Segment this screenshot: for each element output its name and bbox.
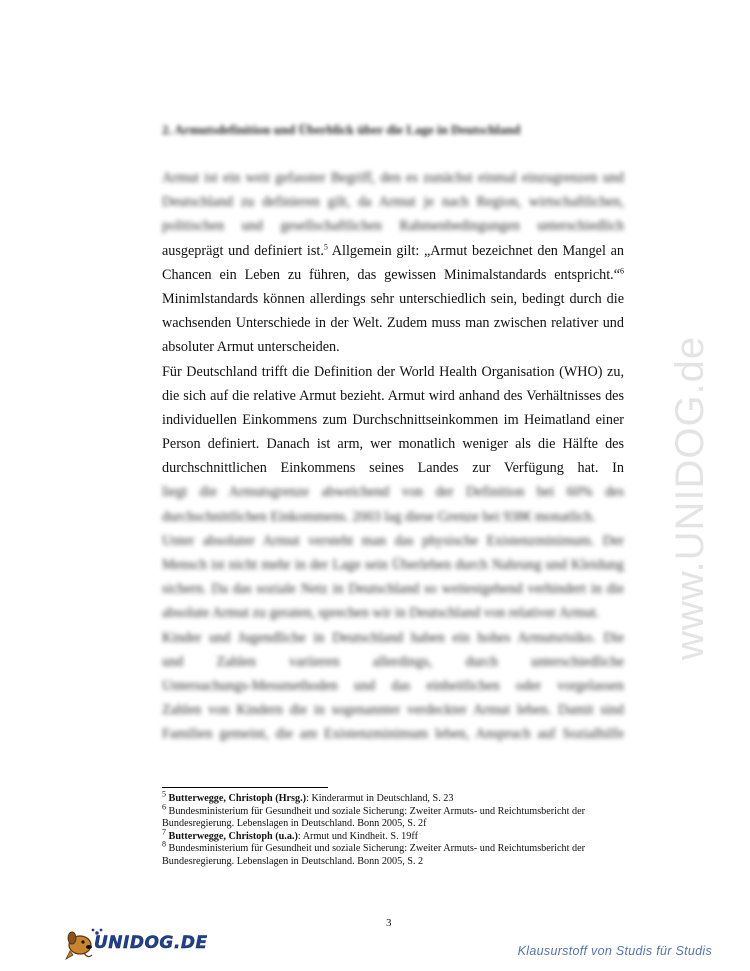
- text-line: absolute Armut zu geraten, sprechen wir in Deutschland von relativer Armut.: [162, 605, 600, 622]
- text-span: Allgemein gilt: „Armut bezeichnet den Mangel an: [327, 242, 624, 259]
- footnote-text: Bundesministerium für Gesundheit und soziale Sicherung: Zweiter Armuts- und Reichtumsbericht der Bundesregierung. Lebenslagen in Deutschland. Bonn 2005, S. 2f: [162, 805, 586, 830]
- text-line: durchschnittlichen Einkommens. 2003 lag diese Grenze bei 938€ monatlich.: [162, 508, 596, 525]
- text-line: wachsenden Unterschiede in der Welt. Zudem muss man zwischen relativer und: [162, 315, 624, 332]
- text-line: Armut ist ein weit gefasster Begriff, den es zunächst einmal einzugrenzen und: [162, 170, 624, 186]
- text-line: Familien gemeint, die am Existenzminimum leben, Anspruch auf Sozialhilfe: [162, 726, 624, 743]
- body-text: [162, 166, 624, 747]
- footnote-item: [162, 802, 602, 831]
- footnote-item: [162, 827, 602, 844]
- text-line: [162, 239, 624, 263]
- text-line: absoluter Armut unterscheiden.: [162, 339, 340, 356]
- footnote-author: Butterwegge, Christoph (u.a.): [168, 830, 298, 842]
- text-line: Deutschland zu definieren gilt, da Armut je nach Region, wirtschaftlichen,: [162, 194, 624, 211]
- blurred-paragraph-end: [162, 480, 624, 746]
- text-line: Minimlstandards können allerdings sehr unterschiedlich sein, bedingt durch die: [162, 290, 624, 307]
- text-line: Kinder und Jugendliche in Deutschland haben ein hohes Armutsrisiko. Die: [162, 629, 624, 646]
- text-span: ausgeprägt und definiert ist.: [162, 242, 324, 259]
- footnote-text: : Armut und Kindheit. S. 19ff: [297, 830, 418, 842]
- text-line: Unter absoluter Armut versteht man das physische Existenzminimum. Der: [162, 532, 624, 549]
- text-line: Zahlen von Kindern die in sogenannter verdeckter Armut leben. Damit sind: [162, 702, 624, 719]
- text-line: [162, 263, 624, 287]
- text-line: die sich auf die relative Armut bezieht. Armut wird anhand des Verhältnisses des: [162, 387, 624, 404]
- watermark-text: www.UNIDOG.de: [668, 335, 712, 660]
- clear-paragraph: [162, 239, 624, 481]
- footnote-number: 5: [162, 789, 166, 799]
- blurred-paragraph-start: [162, 166, 624, 239]
- footnote-author: Butterwegge, Christoph (Hrsg.): [168, 793, 307, 804]
- footnote-item: [162, 839, 602, 868]
- footnote-number: 7: [162, 827, 166, 837]
- footnote-number: 6: [162, 802, 166, 812]
- text-line: Person definiert. Danach ist arm, wer monatlich weniger als die Hälfte des: [162, 436, 624, 453]
- footnote-number: 8: [162, 839, 166, 849]
- text-line: sichern. Da das soziale Netz in Deutschland so weitestgehend verhindert in die: [162, 581, 624, 598]
- footnote-ref: 5: [323, 241, 328, 251]
- text-line: liegt die Armutsgrenze abweichend von der Definition bei 60% des: [162, 484, 624, 501]
- section-heading: 2. Armutsdefinition und Überblick über die Lage in Deutschland: [162, 122, 521, 137]
- text-line: durchschnittlichen Einkommens seines Landes zur Verfügung hat. In: [162, 460, 624, 477]
- watermark: [645, 250, 725, 670]
- footnote-item: [162, 789, 602, 806]
- text-line: Für Deutschland trifft die Definition der World Health Organisation (WHO) zu,: [162, 363, 624, 380]
- text-line: und Zahlen variieren allerdings, durch unterschiedliche: [162, 653, 624, 670]
- footnotes: [162, 789, 602, 869]
- page-number: 3: [386, 917, 392, 929]
- footnote-ref: 6: [620, 266, 624, 276]
- text-line: politischen und gesellschaftlichen Rahmenbedingungen unterschiedlich: [162, 218, 624, 235]
- logo-text: UNIDOG.DE: [94, 933, 208, 953]
- tagline: Klausurstoff von Studis für Studis: [517, 944, 712, 958]
- footnote-text: : Kinderarmut in Deutschland, S. 23: [306, 793, 454, 804]
- text-line: individuellen Einkommens zum Durchschnittseinkommen im Heimatland einer: [162, 411, 624, 428]
- text-span: Chancen ein Leben zu führen, das gewissen Minimalstandards entspricht.“: [162, 266, 620, 283]
- text-line: Mensch ist nicht mehr in der Lage sein Überleben durch Nahrung und Kleidung: [162, 557, 624, 574]
- footnote-text: Bundesministerium für Gesundheit und soziale Sicherung: Zweiter Armuts- und Reichtumsbericht der Bundesregierung. Lebenslagen in Deutschland. Bonn 2005, S. 2: [162, 843, 586, 867]
- text-line: Untersuchungs-Messmethoden und das einheitlichen oder vorgelassen: [162, 677, 624, 694]
- footnote-divider: [162, 787, 328, 788]
